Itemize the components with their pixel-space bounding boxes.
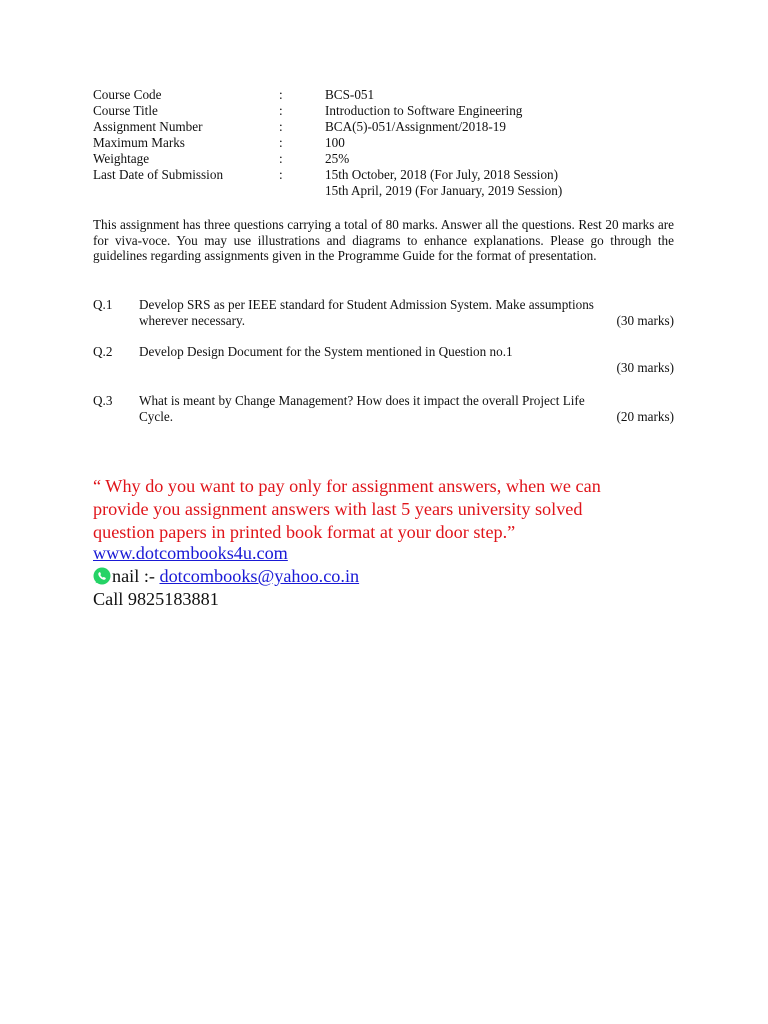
meta-colon: :	[279, 151, 283, 166]
question-body	[139, 344, 674, 376]
question-marks: (30 marks)	[616, 360, 674, 375]
meta-value: Introduction to Software Engineering	[325, 103, 523, 118]
meta-colon: :	[279, 119, 283, 134]
question-line	[139, 344, 674, 360]
question-marks: (30 marks)	[616, 313, 674, 328]
question-number: Q.3	[93, 393, 113, 408]
promo-line: question papers in printed book format at your door step.”	[93, 522, 516, 542]
promo-line: “ Why do you want to pay only for assignment answers, when we can	[93, 476, 601, 496]
question-line	[139, 360, 674, 376]
meta-value: BCS-051	[325, 87, 375, 102]
meta-value: 15th October, 2018 (For July, 2018 Session)	[325, 167, 559, 182]
question-text-continued: Cycle.	[139, 409, 174, 424]
meta-colon: :	[279, 87, 283, 102]
question-text: What is meant by Change Management? How does it impact the overall Project Life	[139, 393, 585, 408]
meta-label: Course Code	[93, 87, 162, 102]
call-number: Call 9825183881	[93, 589, 219, 609]
meta-label: Weightage	[93, 151, 150, 166]
meta-value: BCA(5)-051/Assignment/2018-19	[325, 119, 506, 134]
question-text: Develop SRS as per IEEE standard for Student Admission System. Make assumptions	[139, 297, 594, 312]
meta-value: 100	[325, 135, 345, 150]
intro-paragraph: This assignment has three questions carrying a total of 80 marks. Answer all the questions. Rest 20 marks are for viva-voce. You may use illustrations and diagrams to enhance explanations. Please go through the guidelines regarding assignments given in the Programme Guide for the format of presentation.	[93, 217, 674, 264]
meta-label: Course Title	[93, 103, 158, 118]
meta-colon: :	[279, 167, 283, 182]
question-number: Q.2	[93, 344, 113, 359]
whatsapp-icon	[93, 567, 111, 585]
question-line	[139, 393, 674, 409]
website-link[interactable]: www.dotcombooks4u.com	[93, 543, 288, 563]
question-line	[139, 409, 674, 425]
question-line	[139, 297, 674, 313]
promo-line: provide you assignment answers with last 5 years university solved	[93, 499, 583, 519]
promo-message	[93, 475, 693, 544]
question-text: Develop Design Document for the System mentioned in Question no.1	[139, 344, 513, 359]
meta-colon: :	[279, 135, 283, 150]
meta-value-second-line: 15th April, 2019 (For January, 2019 Session)	[325, 183, 563, 198]
question-body	[139, 393, 674, 425]
meta-label: Last Date of Submission	[93, 167, 224, 182]
question-text-continued: wherever necessary.	[139, 313, 246, 328]
question-marks: (20 marks)	[616, 409, 674, 424]
question-body	[139, 297, 674, 329]
meta-value: 25%	[325, 151, 350, 166]
meta-label: Maximum Marks	[93, 135, 185, 150]
meta-colon: :	[279, 103, 283, 118]
meta-label: Assignment Number	[93, 119, 203, 134]
question-line	[139, 313, 674, 329]
mail-line	[93, 565, 359, 588]
email-link[interactable]: dotcombooks@yahoo.co.in	[159, 566, 360, 586]
mail-prefix: nail :-	[112, 566, 160, 586]
question-number: Q.1	[93, 297, 113, 312]
